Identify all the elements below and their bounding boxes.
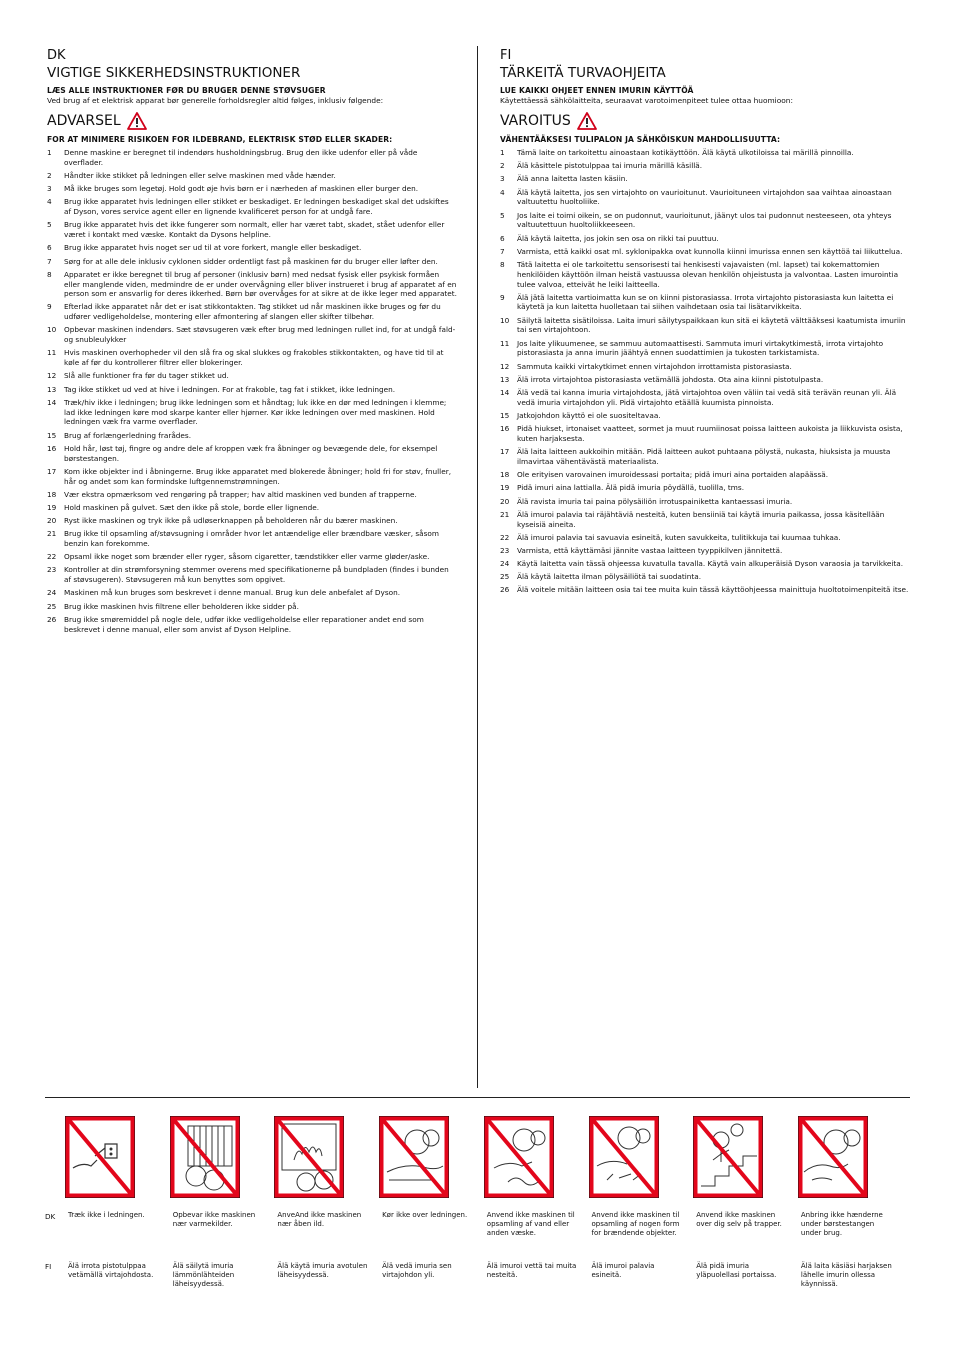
stairs-icon [693,1116,763,1198]
dk-warning-heading [47,112,457,130]
dk-language-code: DK [47,48,66,63]
fi-language-code: FI [500,48,512,63]
fi-item [500,510,910,530]
warning-triangle-icon [127,112,147,130]
item-number: 2 [47,170,52,180]
fi-item [500,339,910,359]
item-number: 18 [500,470,510,480]
dk-instruction-list [47,148,457,634]
fi-item [500,293,910,313]
dk-intro: Ved brug af et elektrisk apparat bør generelle forholdsregler altid følges, inklusiv følgende: [47,96,384,105]
fi-item [500,188,910,208]
dk-item [47,348,457,368]
dk-item [47,529,457,549]
item-number: 26 [500,585,510,595]
dk-item [47,398,457,427]
item-number: 10 [500,315,510,325]
item-text: Brug ikke maskinen hvis filtrene eller beholderen ikke sidder på. [64,601,299,611]
column-divider [477,46,478,1088]
fi-item [500,260,910,289]
item-text: Opbevar maskinen indendørs. Sæt støvsugeren væk efter brug med ledningen rullet ind, for at undgå fald- og snubleulykker [64,325,456,345]
dk-section [47,47,457,638]
water-liquid-icon [484,1116,554,1198]
fi-item [500,316,910,336]
item-number: 10 [47,325,57,335]
fi-warning-label: VAROITUS [500,113,571,129]
item-number: 2 [500,161,505,171]
fi-item [500,234,910,244]
figure-caption-dk: Anbring ikke hænderne under børstestangen under brug. [800,1211,883,1238]
run-over-cord-icon [379,1116,449,1198]
item-text: Må ikke bruges som legetøj. Hold godt øje hvis børn er i nærheden af maskinen eller burger den. [64,184,419,194]
item-text: Vær ekstra opmærksom ved rengøring på trapper; hav altid maskinen ved bunden af trapperne. [64,489,417,499]
item-number: 11 [47,348,57,358]
item-text: Træk/hiv ikke i ledningen; brug ikke ledningen som et håndtag; luk ikke en dør med ledningen i klemme; lad ikke ledningen køre mod skarpe kanter eller hjørner. Kør ikke ledningen over med maskinen. Hold ledningen væk fra varme overflader. [64,397,447,427]
hand-brushbar-icon [798,1116,868,1198]
item-number: 24 [500,559,510,569]
item-number: 7 [47,256,52,266]
fi-item [500,572,910,582]
fi-subtitle: LUE KAIKKI OHJEET ENNEN IMURIN KÄYTTÖÄ [500,86,694,95]
item-number: 8 [500,259,505,269]
fi-title: TÄRKEITÄ TURVAOHJEITA [500,65,666,81]
item-number: 5 [500,210,505,220]
figures-dk-code: DK [45,1212,56,1221]
item-text: Maskinen må kun bruges som beskrevet i denne manual. Brug kun dele anbefalet af Dyson. [64,588,401,598]
figures-fi-code: FI [45,1262,52,1271]
dk-subtitle: LÆS ALLE INSTRUKTIONER FØR DU BRUGER DENNE STØVSUGER [47,86,326,95]
dk-item [47,552,457,562]
item-text: Älä käsittele pistotulppaa tai imuria märillä käsillä. [517,161,703,171]
dk-item [47,588,457,598]
dk-warning-subtitle: FOR AT MINIMERE RISIKOEN FOR ILDEBRAND, ELEKTRISK STØD ELLER SKADER: [47,135,393,144]
dk-item [47,444,457,464]
item-number: 22 [500,532,510,542]
item-number: 18 [47,489,57,499]
item-text: Denne maskine er beregnet til indendørs husholdningsbrug. Brug den ikke udenfor eller på våde overflader. [64,148,418,167]
item-text: Älä ravista imuria tai paina pölysäiliön irrotuspainiketta kantaessasi imuria. [517,496,793,506]
fi-item [500,533,910,543]
item-number: 6 [500,233,505,243]
item-text: Håndter ikke stikket på ledningen eller selve maskinen med våde hænder. [64,170,336,180]
dk-item [47,270,457,299]
item-text: Brug ikke smøremiddel på nogle dele, udfør ikke vedligeholdelse eller reparationer andet end som beskrevet i denne manual, eller som anvist af Dyson Helpline. [64,614,424,634]
fi-item [500,247,910,257]
item-text: Älä käytä laitetta, jos jokin sen osa on rikki tai puuttuu. [517,233,719,243]
dk-item [47,184,457,194]
item-number: 7 [500,246,505,256]
item-number: 25 [47,601,57,611]
dk-item [47,615,457,635]
dk-item [47,385,457,395]
fi-item [500,174,910,184]
dk-item [47,197,457,217]
item-number: 4 [47,197,52,207]
item-number: 16 [500,424,510,434]
item-number: 6 [47,243,52,253]
figure-caption-fi: Älä laita käsiäsi harjaksen lähelle imurin ollessa käynnissä. [800,1262,892,1289]
dk-item [47,467,457,487]
item-text: Älä imuroi palavia tai räjähtäviä nesteitä, kuten bensiiniä tai käytä imuria paikassa, jossa käsitellään kyseisiä aineita. [517,509,885,529]
item-number: 11 [500,338,510,348]
fi-intro: Käytettäessä sähkölaitteita, seuraavat varotoimenpiteet tulee ottaa huomioon: [500,96,793,105]
figure-caption-dk: Anvend ikke maskinen til opsamling af nogen form for brændende objekter. [591,1211,680,1238]
item-number: 24 [47,588,57,598]
dk-item [47,171,457,181]
item-number: 16 [47,443,57,453]
item-text: Brug ikke apparatet hvis noget ser ud til at vore forkert, mangle eller beskadiget. [64,243,362,253]
item-text: Brug ikke til opsamling af/støvsugning i områder hvor let antændelige eller brændbare væsker, såsom benzin kan forekomme. [64,529,439,549]
item-text: Käytä laitetta vain tässä ohjeessa kuvatulla tavalla. Käytä vain alkuperäisiä Dyson varaosia ja tarvikkeita. [517,559,904,569]
fi-item [500,546,910,556]
item-text: Brug ikke apparatet hvis ledningen eller stikket er beskadiget. Er ledningen beskadiget skal det udskiftes af Dyson, vores service agent eller en lignende kvalificeret person for at undgå fare. [64,197,449,217]
figures-divider [45,1097,910,1098]
fi-item [500,362,910,372]
item-number: 13 [47,384,57,394]
item-text: Jos laite ei toimi oikein, se on pudonnut, vaurioitunut, jäänyt ulos tai pudonnut nesteeseen, ota yhteys valtuutettuun huoltoliikkeeseen. [517,210,892,230]
item-number: 21 [500,509,510,519]
dk-item [47,371,457,381]
item-number: 17 [47,466,57,476]
heater-storage-icon [170,1116,240,1198]
fi-item [500,411,910,421]
item-number: 12 [500,361,510,371]
dk-item [47,431,457,441]
item-text: Älä irrota virtajohtoa pistorasiasta vetämällä johdosta. Ota aina kiinni pistotulpasta. [517,374,824,384]
figure-caption-dk: Anvend ikke maskinen over dig selv på trapper. [696,1211,782,1229]
item-number: 12 [47,371,57,381]
fi-item [500,559,910,569]
item-text: Varmista, että kaikki osat ml. syklonipakka ovat kunnolla kiinni imurissa ennen sen käyttöä tai liikuttelua. [517,246,903,256]
item-number: 5 [47,220,52,230]
item-number: 21 [47,529,57,539]
item-text: Varmista, että käyttämäsi jännite vastaa laitteen tyyppikilven jännitettä. [517,545,783,555]
item-text: Apparatet er ikke beregnet til brug af personer (inklusiv børn) med nedsat fysisk eller psykisk formåen eller manglende viden, medmindre de er under overvågning eller bliver instrueret i brug af apparatet af en person som er ansvarlig for deres ikkerhed. Børn bør overvåges for at sikre at de ikke leger med apparatet. [64,269,457,299]
fi-item [500,585,910,595]
open-fire-icon [274,1116,344,1198]
dk-item [47,220,457,240]
item-text: Älä laita laitteen aukkoihin mitään. Pidä laitteen aukot puhtaana pölystä, nukasta, hiuksista ja muusta ilmavirtaa vähentävästä materiaalista. [517,447,891,466]
dk-item [47,516,457,526]
item-text: Jos laite ylikuumenee, se sammuu automaattisesti. Sammuta imuri virtakytkimestä, irrota virtajohto pistorasiasta ja anna imurin jäähtyä ennen suodattimien ja tukosten tarkistamista. [517,338,884,358]
item-number: 14 [47,397,57,407]
item-text: Tag ikke stikket ud ved at hive i ledningen. For at frakoble, tag fat i stikket, ikke ledningen. [64,384,396,394]
figure-caption-fi: Älä imuroi vettä tai muita nesteitä. [486,1262,577,1280]
item-text: Pidä imuri aina lattialla. Älä pidä imuria pöydällä, tuolilla, tms. [517,483,745,493]
figure-caption-dk: Anvend ikke maskinen til opsamling af vand eller anden væske. [486,1211,575,1238]
item-number: 4 [500,187,505,197]
burning-objects-icon [589,1116,659,1198]
dk-item [47,490,457,500]
item-number: 23 [47,565,57,575]
figure-caption-fi: Älä irrota pistotulppaa vetämällä virtajohdosta. [68,1262,154,1280]
dk-item [47,325,457,345]
item-number: 3 [500,174,505,184]
figure-caption-fi: Älä säilytä imuria lämmönlähteiden läheisyydessä. [172,1262,235,1289]
warning-triangle-icon [577,112,597,130]
item-text: Sammuta kaikki virtakytkimet ennen virtajohdon irrottamista pistorasiasta. [517,361,792,371]
item-text: Älä voitele mitään laitteen osia tai tee muita kuin tässä käyttöohjeessa mainittuja huoltotoimenpiteitä itse. [517,585,909,595]
item-text: Älä käytä laitetta ilman pölysäiliötä tai suodatinta. [517,572,702,582]
item-number: 26 [47,614,57,624]
fi-item [500,375,910,385]
item-number: 1 [47,148,52,157]
item-number: 14 [500,388,510,398]
figure-caption-dk: Kør ikke over ledningen. [382,1211,468,1219]
item-number: 15 [47,430,57,440]
figure-caption-dk: Træk ikke i ledningen. [68,1211,145,1219]
fi-item [500,447,910,467]
item-number: 19 [500,483,510,493]
item-number: 13 [500,374,510,384]
fi-item [500,497,910,507]
figure-caption-fi: Älä vedä imuria sen virtajohdon yli. [382,1262,452,1280]
item-text: Tätä laitetta ei ole tarkoitettu sensorisesti tai henkisesti vajavaisten (ml. lapset) tai kokemattomien henkilöiden käyttöön ilman heistä vastuussa olevan henkilön ohjeistusta ja valvontaa. Lasten imurointia tulee valvoa, etteivät he leiki laitteella. [517,259,899,289]
item-text: Slå alle funktioner fra før du tager stikket ud. [64,371,229,381]
fi-item [500,148,910,158]
fi-item [500,424,910,444]
dk-item [47,148,457,168]
item-text: Pidä hiukset, irtonaiset vaatteet, sormet ja muut ruumiinosat poissa laitteen aukoista ja liikkuvista osista, kuten harjaksesta. [517,424,903,443]
figure-caption-fi: Älä pidä imuria yläpuolellasi portaissa. [696,1262,777,1280]
item-text: Kom ikke objekter ind i åbningerne. Brug ikke apparatet med blokerede åbninger; hold fri for støv, fnuller, hår og andet som kan formindske luftgennemstrømningen. [64,466,452,486]
figure-caption-dk: Opbevar ikke maskinen nær varmekilder. [172,1211,256,1229]
fi-item [500,470,910,480]
dk-item [47,302,457,322]
dk-item [47,257,457,267]
item-text: Sørg for at alle dele inklusiv cyklonen sidder ordentligt fast på maskinen før du bruger eller løfter den. [64,256,438,266]
item-text: Hold hår, løst tøj, fingre og andre dele af kroppen væk fra åbninger og bevægende dele, for eksempel børstestangen. [64,443,438,463]
item-text: Älä käytä laitetta, jos sen virtajohto on vaurioitunut. Vaurioituneen virtajohdon saa vaihtaa ainoastaan valtuutettu huoltoliike. [517,187,892,207]
item-number: 3 [47,184,52,194]
figure-caption-fi: Älä imuroi palavia esineitä. [591,1262,655,1280]
item-number: 1 [500,148,505,157]
dk-item [47,503,457,513]
item-number: 20 [47,516,57,526]
fi-item [500,211,910,231]
dk-item [47,243,457,253]
item-number: 19 [47,502,57,512]
fi-instruction-list [500,148,910,595]
item-text: Älä anna laitetta lasten käsiin. [517,174,628,184]
fi-item [500,161,910,171]
item-number: 20 [500,496,510,506]
item-text: Tämä laite on tarkoitettu ainoastaan kotikäyttöön. Älä käytä ulkotiloissa tai märillä pinnoilla. [517,148,854,157]
item-text: Ole erityisen varovainen imuroidessasi portaita; pidä imuri aina portaiden alapäässä. [517,470,829,480]
fi-item [500,388,910,408]
item-number: 22 [47,552,57,562]
item-text: Säilytä laitetta sisätiloissa. Laita imuri säilytyspaikkaan kun sitä ei käytetä välttääksesi kaatumista imuriin tai sen virtajohtoon. [517,315,906,335]
item-text: Älä jätä laitetta vartioimatta kun se on kiinni pistorasiassa. Irrota virtajohto pistorasiasta kun laitetta ei käytetä ja kun laitetta huolletaan tai siihen vaihdetaan osia tai lisätarvikkeita. [517,292,894,312]
item-number: 8 [47,269,52,279]
figure-caption-fi: Älä käytä imuria avotulen läheisyydessä. [277,1262,368,1280]
item-number: 23 [500,545,510,555]
item-text: Efterlad ikke apparatet når det er isat stikkontakten. Tag stikket ud når maskinen ikke bruges og før du udfører vedligeholdelse, montering eller afmontering af slangen eller skifter tilbehør. [64,302,441,322]
item-text: Älä imuroi palavia tai savuavia esineitä, kuten savukkeita, tulitikkuja tai kuumaa tuhkaa. [517,532,841,542]
item-text: Kontroller at din strømforsyning stemmer overens med specifikationerne på bundpladen (findes i bunden af støvsugeren). Støvsugeren må kun benyttes som opgivet. [64,565,449,585]
item-text: Ryst ikke maskinen og tryk ikke på udløserknappen på beholderen når du bærer maskinen. [64,516,398,526]
item-text: Opsaml ikke noget som brænder eller ryger, såsom cigaretter, tændstikker eller varme gløder/aske. [64,552,430,562]
fi-warning-heading [500,112,910,130]
item-number: 15 [500,411,510,420]
dk-item [47,602,457,612]
item-number: 25 [500,572,510,582]
item-number: 9 [500,292,505,302]
unplug-by-cord-icon [65,1116,135,1198]
item-text: Hvis maskinen overhopheder vil den slå fra og skal slukkes og frakobles stikkontakten, og have tid til at køle af før du kontrollerer filtrer eller blokeringer. [64,348,444,368]
item-text: Älä vedä tai kanna imuria virtajohdosta, jätä virtajohtoa oven väliin tai vedä sitä terävän reunan yli. Älä vedä imuria virtajohdon yli. Pidä virtajohto etäällä kuumista pinnoista. [517,388,897,407]
fi-item [500,483,910,493]
dk-warning-label: ADVARSEL [47,113,121,129]
dk-title: VIGTIGE SIKKERHEDSINSTRUKTIONER [47,65,301,81]
fi-warning-subtitle: VÄHENTÄÄKSESI TULIPALON JA SÄHKÖISKUN MAHDOLLISUUTTA: [500,135,781,144]
item-text: Jatkojohdon käyttö ei ole suositeltavaa. [517,411,661,420]
fi-section [500,47,910,599]
item-number: 9 [47,302,52,312]
item-text: Brug af forlængerledning frarådes. [64,430,192,440]
figure-caption-dk: AnveAnd ikke maskinen nær åben ild. [277,1211,362,1229]
item-number: 17 [500,447,510,457]
item-text: Hold maskinen på gulvet. Sæt den ikke på stole, borde eller lignende. [64,502,320,512]
dk-item [47,565,457,585]
item-text: Brug ikke apparatet hvis det ikke fungerer som normalt, eller har været tabt, skadet, stået udenfor eller været i kontakt med væske. Kontakt da Dysons helpline. [64,220,445,240]
